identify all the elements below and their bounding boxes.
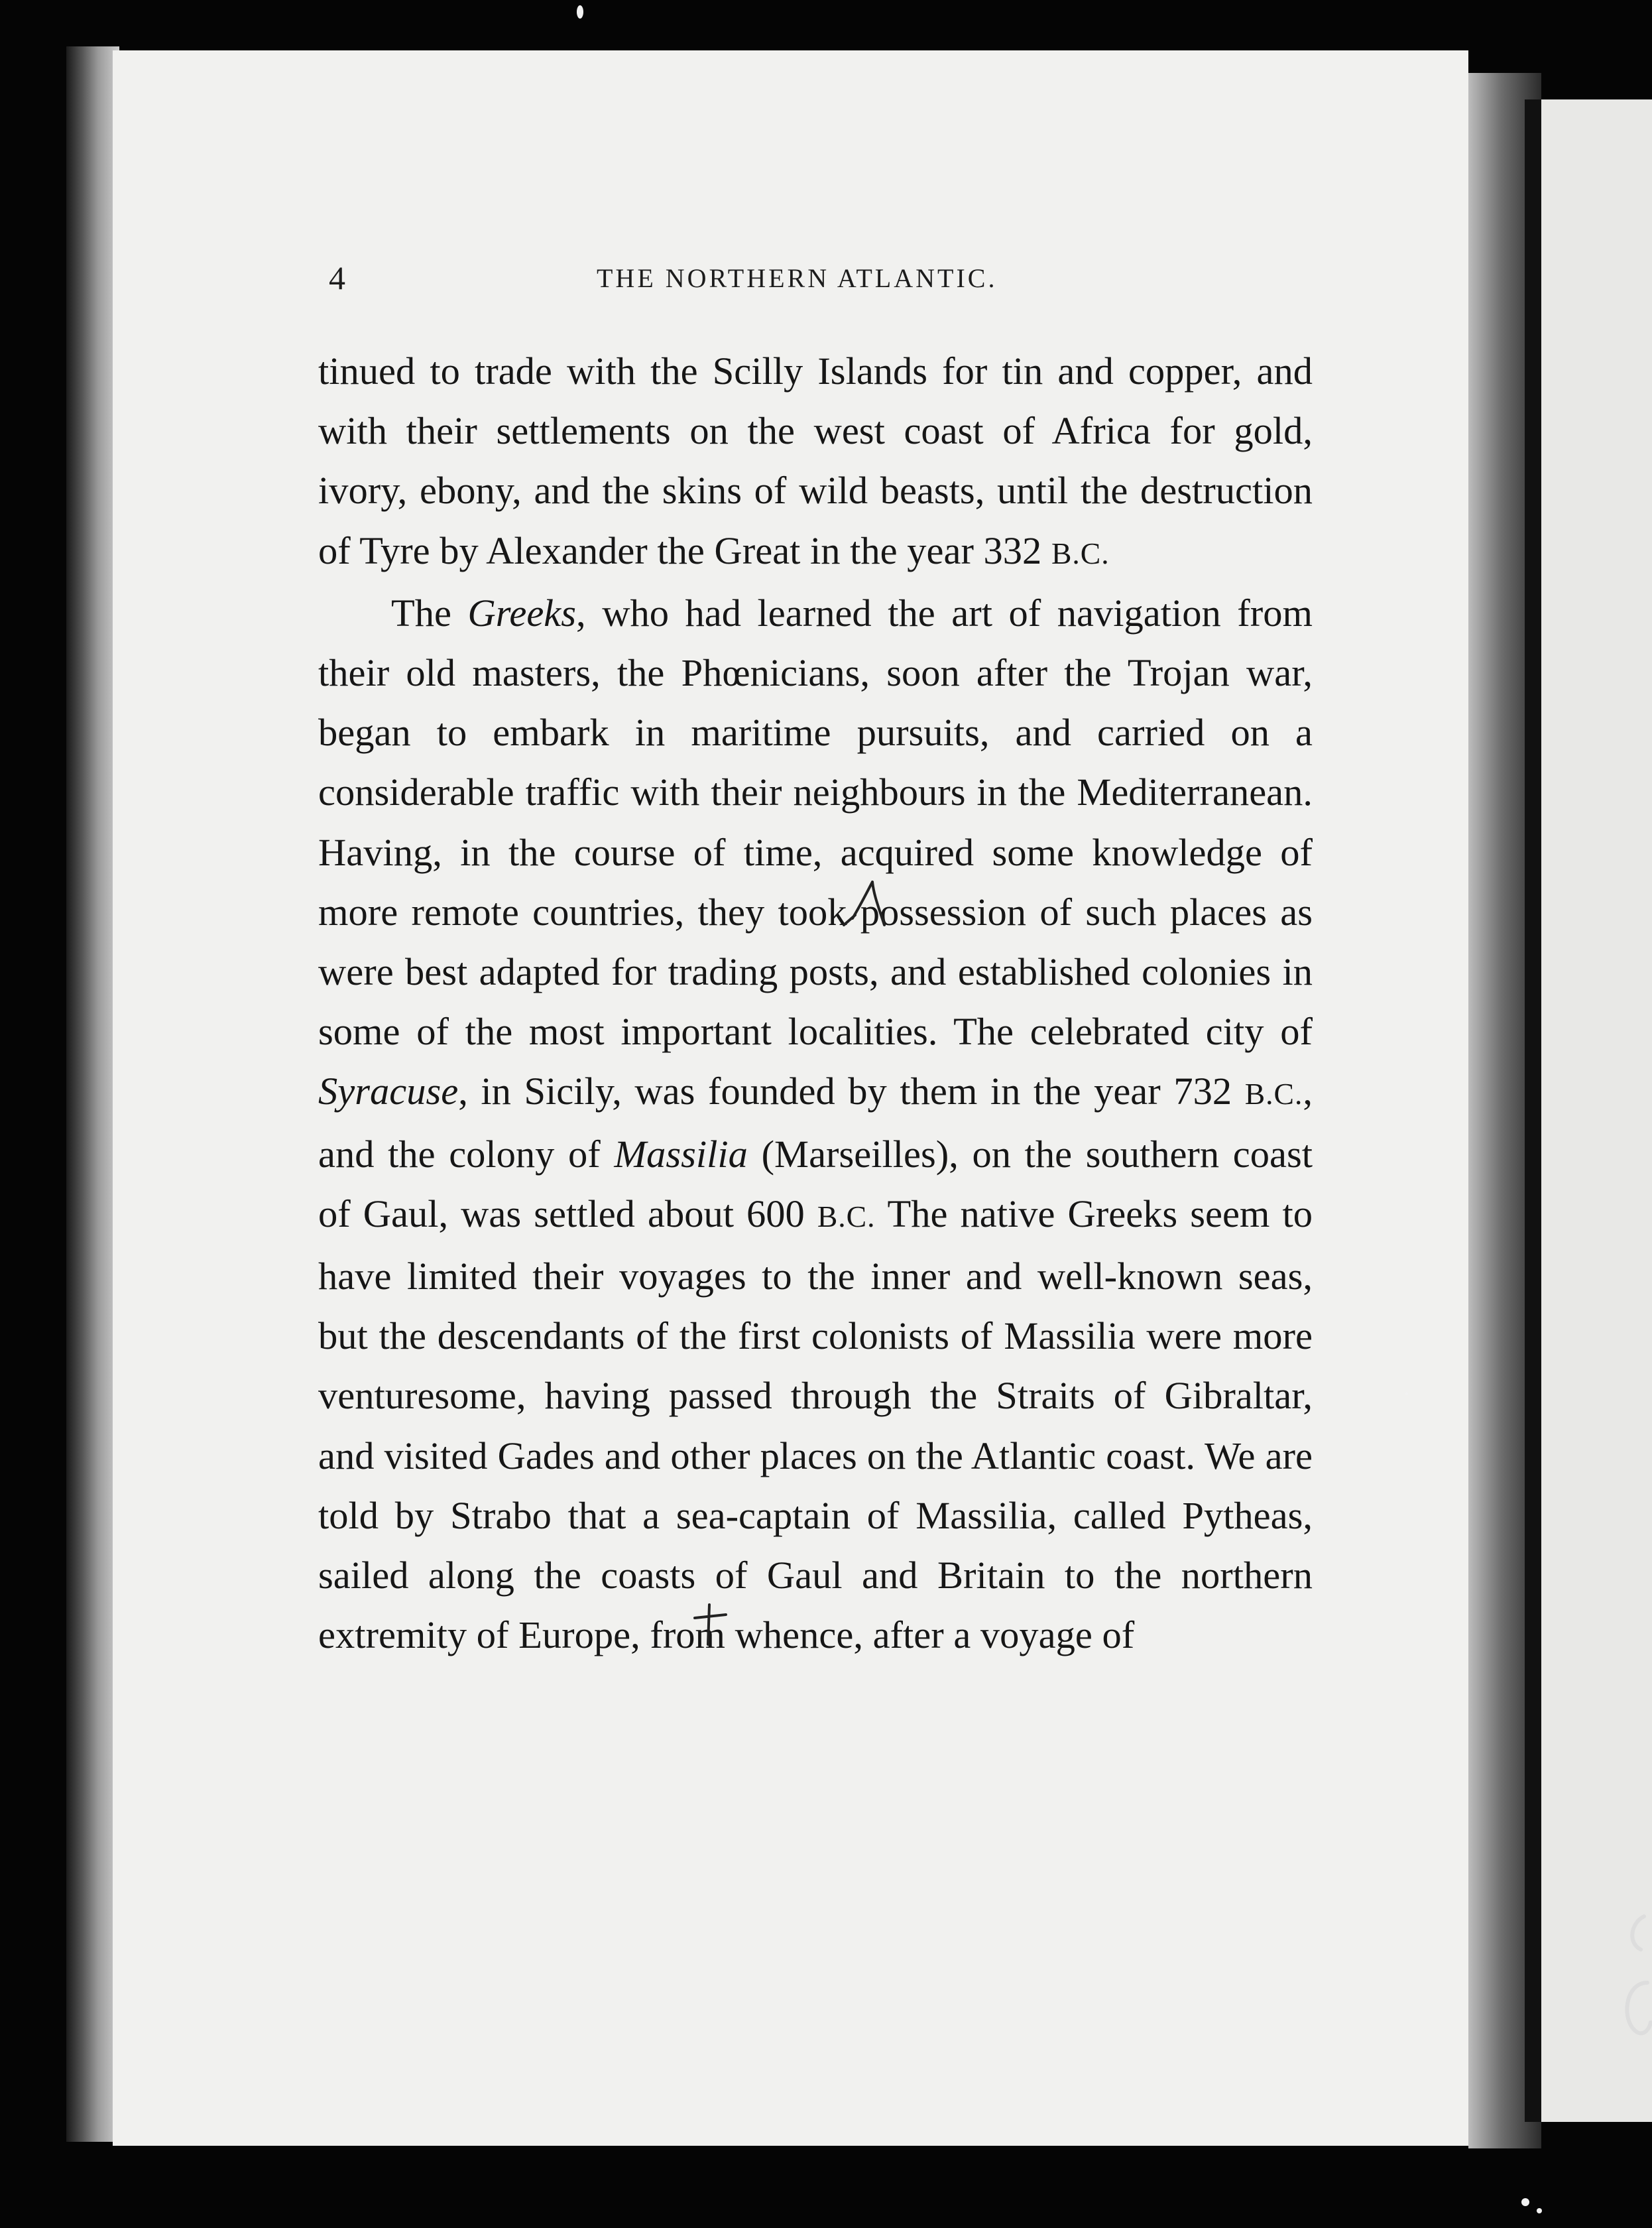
handwritten-caret-icon <box>841 879 887 932</box>
paragraph-2-segment: The native Greeks seem to have limited their voyages to the inner and well-known seas, but the descendants of the first colonists of Massilia were more venturesome, having passed through the Straits of Gibraltar, and visited Gades and other places on the Atlantic coast. We are told by Strabo that a sea-captain of Massilia, called Pytheas, sailed along the coasts of Gaul and Britain to the northern extremity of Europe, from whence, after a voyage of <box>318 1192 1313 1657</box>
scan-speck <box>577 5 583 19</box>
paragraph-1-text: tinued to trade with the Scilly Islands for tin and copper, and with their settlements on the west coast of Africa for gold, ivory, ebony, and the skins of wild beasts, until the destruction of Tyre by Alexander the Great in the year 332 <box>318 349 1313 572</box>
era-abbreviation: B.C. <box>1244 1077 1303 1111</box>
running-head <box>0 259 1652 312</box>
era-abbreviation: B.C. <box>817 1199 876 1233</box>
paragraph-2-segment: , and the colony of <box>318 1070 1313 1176</box>
margin-scribble-icon <box>1618 1910 1652 2042</box>
era-abbreviation: B.C. <box>1051 536 1110 570</box>
italic-term-syracuse: Syracuse <box>318 1070 459 1113</box>
scan-speck <box>1521 2198 1529 2206</box>
paragraph-2 <box>318 584 1313 1666</box>
paragraph-2-segment: , who had learned the art of navigation from their old masters, the Phœnicians, soon after the Trojan war, began to embark in maritime pursuits, and carried on a considerable traffic with their neighbours in the Mediterranean. Having, in the course of time, acquired some knowledge of more remote countries, they took possession of such places as were best adapted for trading posts, and established colonies in some of the most important localities. The celebrated city of <box>318 591 1313 1054</box>
paragraph-2-segment: The <box>391 591 468 635</box>
italic-term-massilia: Massilia <box>614 1132 748 1176</box>
paragraph-2-segment: , in Sicily, was founded by them in the year 732 <box>458 1070 1245 1113</box>
running-title: THE NORTHERN ATLANTIC. <box>597 263 998 293</box>
facing-page-sliver <box>1541 99 1652 2122</box>
paragraph-2-segment: (Marseilles), on the southern coast of Gaul, was settled about 600 <box>318 1132 1313 1235</box>
italic-term-greeks: Greeks <box>467 591 577 635</box>
handwritten-cross-icon <box>689 1601 729 1648</box>
page-number: 4 <box>329 259 346 296</box>
paragraph-1 <box>318 341 1313 584</box>
scan-speck <box>1405 1392 1408 1395</box>
left-binding-shadow <box>66 46 119 2142</box>
body-text <box>318 341 1313 1665</box>
scan-speck <box>1537 2208 1542 2213</box>
